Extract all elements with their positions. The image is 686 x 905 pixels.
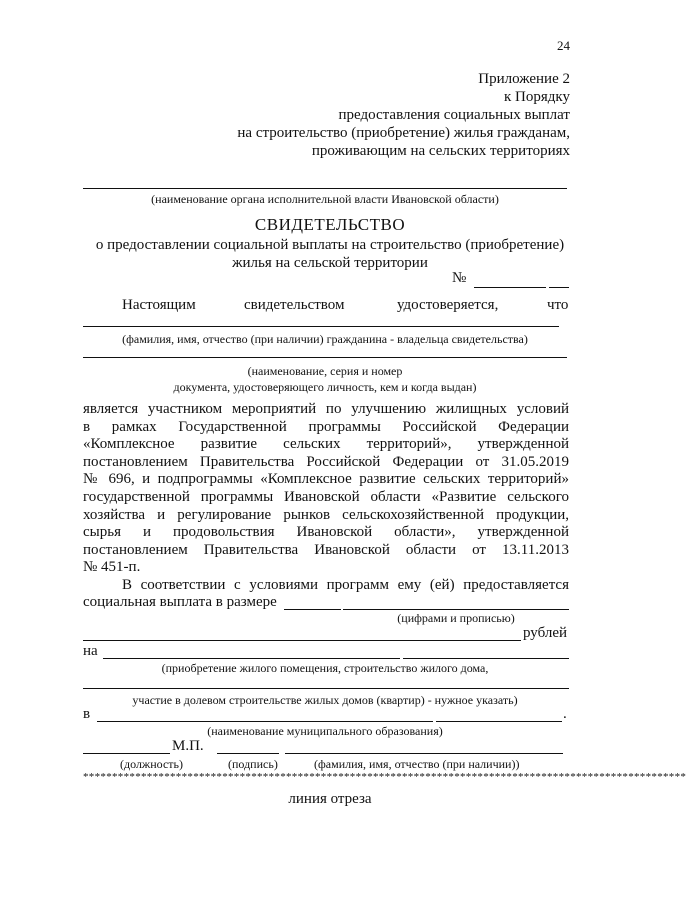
amount-line-a [284,609,341,610]
appendix-line-2: к Порядку [504,89,570,105]
certify-word-2: свидетельством [244,297,345,313]
municipality-line-a [97,721,433,722]
authority-line [83,188,567,189]
appendix-line-4: на строительство (приобретение) жилья гражданам, [237,125,570,141]
appendix-line-1: Приложение 2 [478,71,570,87]
body-line: государственной программы Ивановской области «Развитие сельского [83,488,569,505]
body-line: сырья и продовольствия Ивановской области», утвержденной [83,524,569,541]
position-line [83,753,170,754]
municipality-period: . [563,706,567,722]
body-line: хозяйства и регулирование рынков сельскохозяйственной продукции, [83,506,569,523]
purpose-caption-2: участие в долевом строительстве жилых домов (квартир) - нужное указать) [132,693,518,707]
appendix-line-5: проживающим на сельских территориях [311,143,570,159]
amount-caption: (цифрами и прописью) [397,611,515,625]
body-line: постановлением Правительства Ивановской области от 13.11.2013 [83,541,569,558]
appendix-line-3: предоставления социальных выплат [338,107,570,123]
signature-line [217,753,279,754]
page-number: 24 [557,38,570,53]
authority-caption: (наименование органа исполнительной власти Ивановской области) [151,192,499,206]
municipality-in-label: в [83,706,91,722]
body-line: № 451-п. [83,559,141,576]
body-line: № 696, и подпрограммы «Комплексное развитие сельских территорий» [83,471,569,488]
number-line [474,287,546,288]
amount-words-line [83,640,521,641]
municipality-caption: (наименование муниципального образования) [207,724,443,738]
position-caption: (должность) [120,757,183,771]
fullname-caption: (фамилия, имя, отчество (при наличии)) [314,757,520,771]
body-line: «Комплексное развитие сельских территорий», утвержденной [83,436,569,453]
purpose-line-b [403,658,569,659]
payment-amount-label: социальная выплата в размере [83,594,277,610]
stamp-label: М.П. [172,738,204,754]
document-caption-2: документа, удостоверяющего личность, кем и когда выдан) [173,380,477,394]
participation-paragraph [83,401,569,577]
payment-line-1: В соответствии с условиями программ ему (ей) предоставляется [122,577,569,593]
certify-word-4: что [547,297,569,313]
document-line [83,357,567,358]
fullname-line [285,753,563,754]
body-line: постановлением Правительства Российской Федерации от 31.05.2019 [83,453,569,470]
holder-caption: (фамилия, имя, отчество (при наличии) гражданина - владельца свидетельства) [122,332,528,346]
certify-word-3: удостоверяется, [397,297,499,313]
number-line-suffix [549,287,569,288]
purpose-caption-1: (приобретение жилого помещения, строительство жилого дома, [161,661,489,675]
purpose-line-a [103,658,400,659]
holder-line [83,326,559,327]
purpose-line-c [83,688,569,689]
document-caption-1: (наименование, серия и номер [247,364,403,378]
body-line: в рамках Государственной программы Российской Федерации [83,418,569,435]
certificate-title: СВИДЕТЕЛЬСТВО [254,215,406,234]
purpose-on-label: на [83,643,98,659]
certificate-subtitle-1: о предоставлении социальной выплаты на строительство (приобретение) [95,237,565,253]
signature-caption: (подпись) [228,757,278,771]
certify-word-1: Настоящим [122,297,196,313]
municipality-line-b [436,721,562,722]
number-label: № [452,270,467,286]
cut-line-label: линия отреза [288,791,372,807]
currency-label: рублей [523,625,568,641]
cut-stars: ******************************************************************************************************** [83,771,686,783]
certificate-subtitle-2: жилья на сельской территории [232,255,428,271]
body-line: является участником мероприятий по улучшению жилищных условий [83,401,569,417]
